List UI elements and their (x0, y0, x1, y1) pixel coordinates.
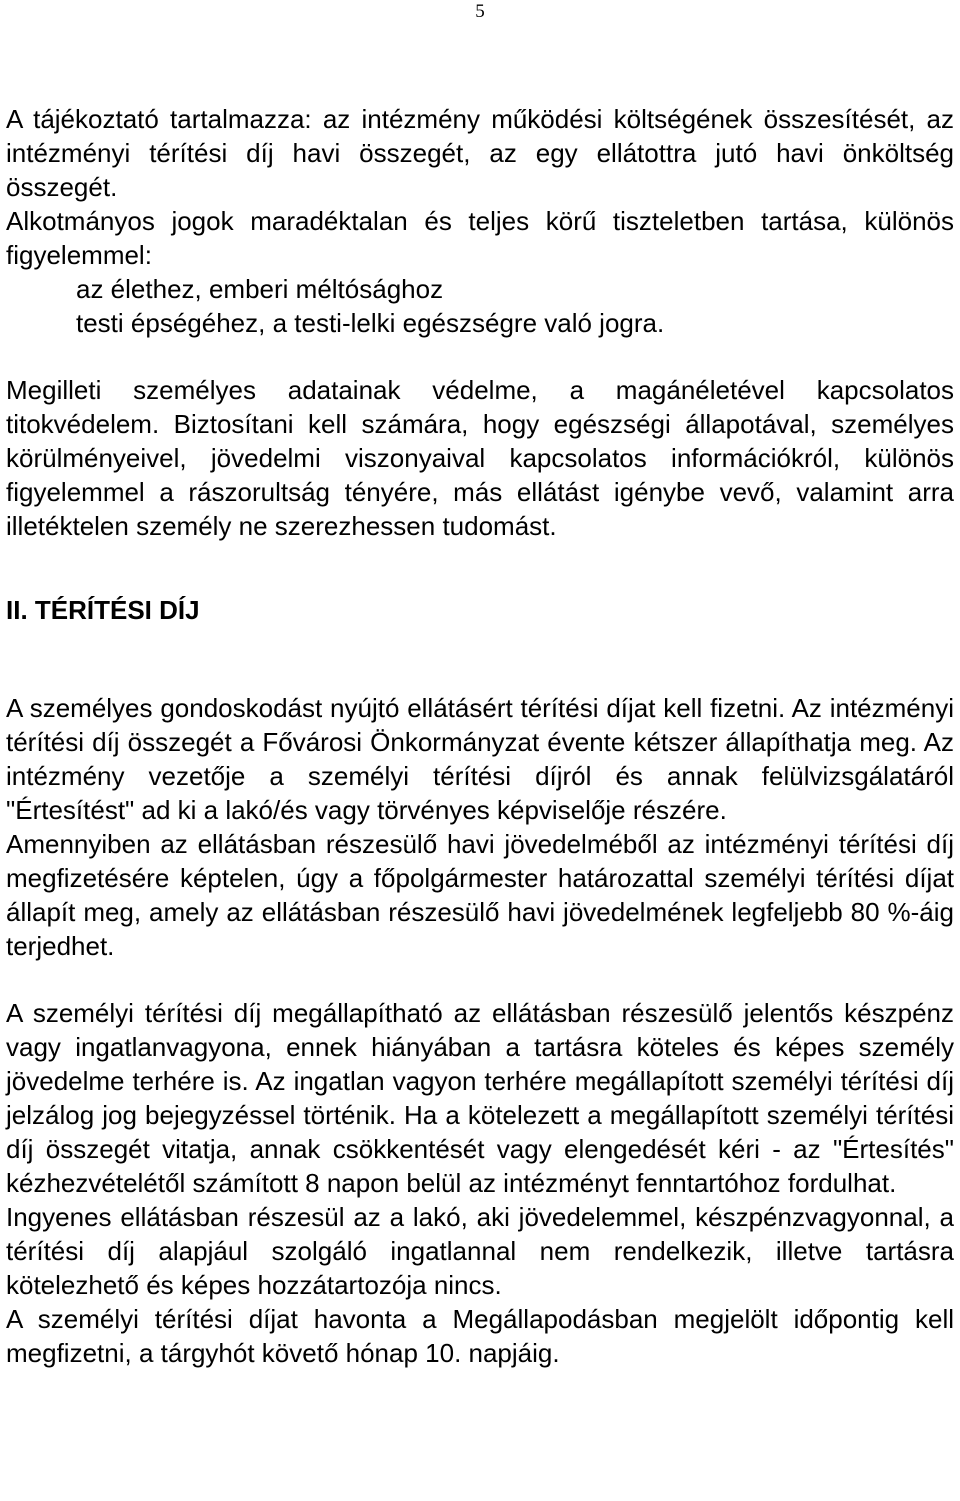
paragraph-alkotmanyos-jogok: Alkotmányos jogok maradéktalan és teljes körű tiszteletben tartása, különös figyelemmel: (6, 206, 954, 270)
list-item-elethez: az élethez, emberi méltósághoz (76, 274, 444, 304)
paragraph-fopolgarmester: Amennyiben az ellátásban részesülő havi jövedelméből az intézményi térítési díj megfizetésére képtelen, úgy a főpolgármester határozattal személyi térítési díjat állapít meg, amely az ellátásban részesülő havi jövedelmének legfeljebb 80 %-áig terjedhet. (6, 829, 954, 961)
paragraph-adatvedelem: Megilleti személyes adatainak védelme, a magánéletével kapcsolatos titokvédelem. Biztosítani kell számára, hogy egészségi állapotával, személyes körülményeivel, jövedelmi viszonyaival kapcsolatos információkról, különös figyelemmel a rászorultság tényére, más ellátást igénybe vevő, valamint arra illetéktelen személy ne szerezhessen tudomást. (6, 375, 954, 541)
paragraph-havonta-fizetes: A személyi térítési díjat havonta a Megállapodásban megjelölt időpontig kell megfizetni, a tárgyhót követő hónap 10. napjáig. (6, 1304, 954, 1368)
document-body (6, 102, 954, 1370)
paragraph-ingyenes-ellatas: Ingyenes ellátásban részesül az a lakó, aki jövedelemmel, készpénzvagyonnal, a térítési díj alapjául szolgáló ingatlannal nem rendelkezik, illetve tartásra kötelezhető és képes hozzátartozója nincs. (6, 1202, 954, 1300)
paragraph-terites-fizetes: A személyes gondoskodást nyújtó ellátásért térítési díjat kell fizetni. Az intézményi térítési díj összegét a Fővárosi Önkormányzat évente kétszer állapíthatja meg. Az intézmény vezetője a személyi térítési díjról és annak felülvizsgálatáról "Értesítést" ad ki a lakó/és vagy törvényes képviselője részére. (6, 693, 954, 825)
paragraph-vagyon-terhere: A személyi térítési díj megállapítható az ellátásban részesülő jelentős készpénz vagy ingatlanvagyona, ennek hiányában a tartásra köteles és képes személy jövedelme terhére is. Az ingatlan vagyon terhére megállapított személyi térítési díj jelzálog jog bejegyzéssel történik. Ha a kötelezett a megállapított személyi térítési díj összegét vitatja, annak csökkentését vagy elengedését kéri - az "Értesítés" kézhezvételétől számított 8 napon belül az intézményt fenntartóhoz fordulhat. (6, 998, 954, 1198)
list-item-testi-epseg: testi épségéhez, a testi-lelki egészségre való jogra. (76, 308, 665, 338)
paragraph-tajekoztato: A tájékoztató tartalmazza: az intézmény működési költségének összesítését, az intézményi térítési díj havi összegét, az egy ellátottra jutó havi önköltség összegét. (6, 104, 954, 202)
page-number: 5 (475, 1, 485, 22)
section-heading: II. TÉRÍTÉSI DÍJ (6, 595, 200, 625)
